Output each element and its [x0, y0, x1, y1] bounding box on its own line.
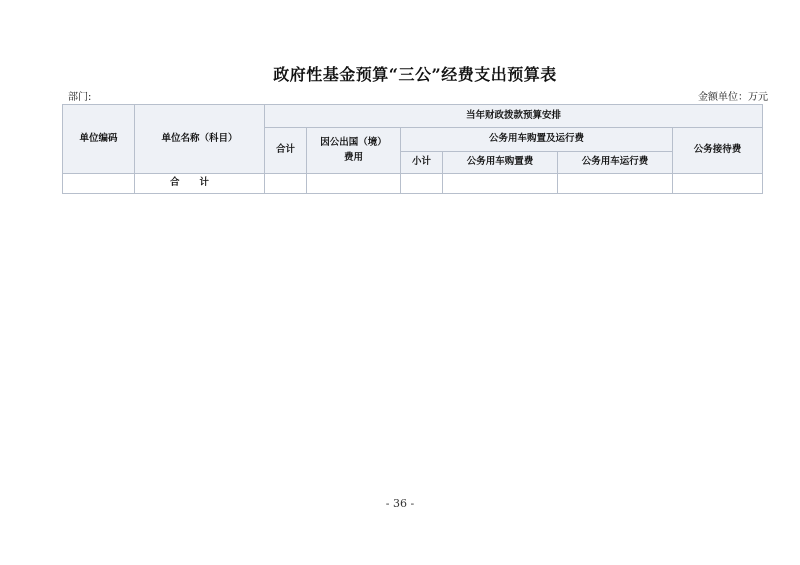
cell-subtotal: [401, 174, 443, 194]
budget-table: [62, 104, 763, 194]
unit-label: 金额单位：万元: [698, 92, 768, 103]
cell-abroad: [307, 174, 401, 194]
header-vehicle-operation: 公务用车运行费: [558, 152, 673, 174]
header-subtotal: 小计: [401, 152, 443, 174]
cell-unit-code: [63, 174, 135, 194]
header-vehicle-purchase: 公务用车购置费: [443, 152, 558, 174]
header-abroad-line1: 因公出国（境）: [320, 137, 387, 149]
cell-unit-name: 合计: [135, 174, 265, 194]
table-row: [63, 174, 763, 194]
header-current-year-group: 当年财政拨款预算安排: [265, 105, 763, 128]
page-number: - 36 -: [385, 497, 415, 510]
cell-vehicle-purchase: [443, 174, 558, 194]
header-abroad-line2: 费用: [343, 151, 363, 163]
header-unit-code: 单位编码: [63, 105, 135, 174]
department-label: 部门:: [68, 92, 92, 103]
page-title: 政府性基金预算“三公”经费支出预算表: [273, 65, 557, 84]
header-vehicle-group: 公务用车购置及运行费: [401, 128, 673, 152]
cell-reception: [673, 174, 763, 194]
header-abroad: [307, 128, 401, 174]
cell-vehicle-operation: [558, 174, 673, 194]
header-unit-name: 单位名称（科目）: [135, 105, 265, 174]
cell-total: [265, 174, 307, 194]
header-reception: 公务接待费: [673, 128, 763, 174]
header-total: 合计: [265, 128, 307, 174]
